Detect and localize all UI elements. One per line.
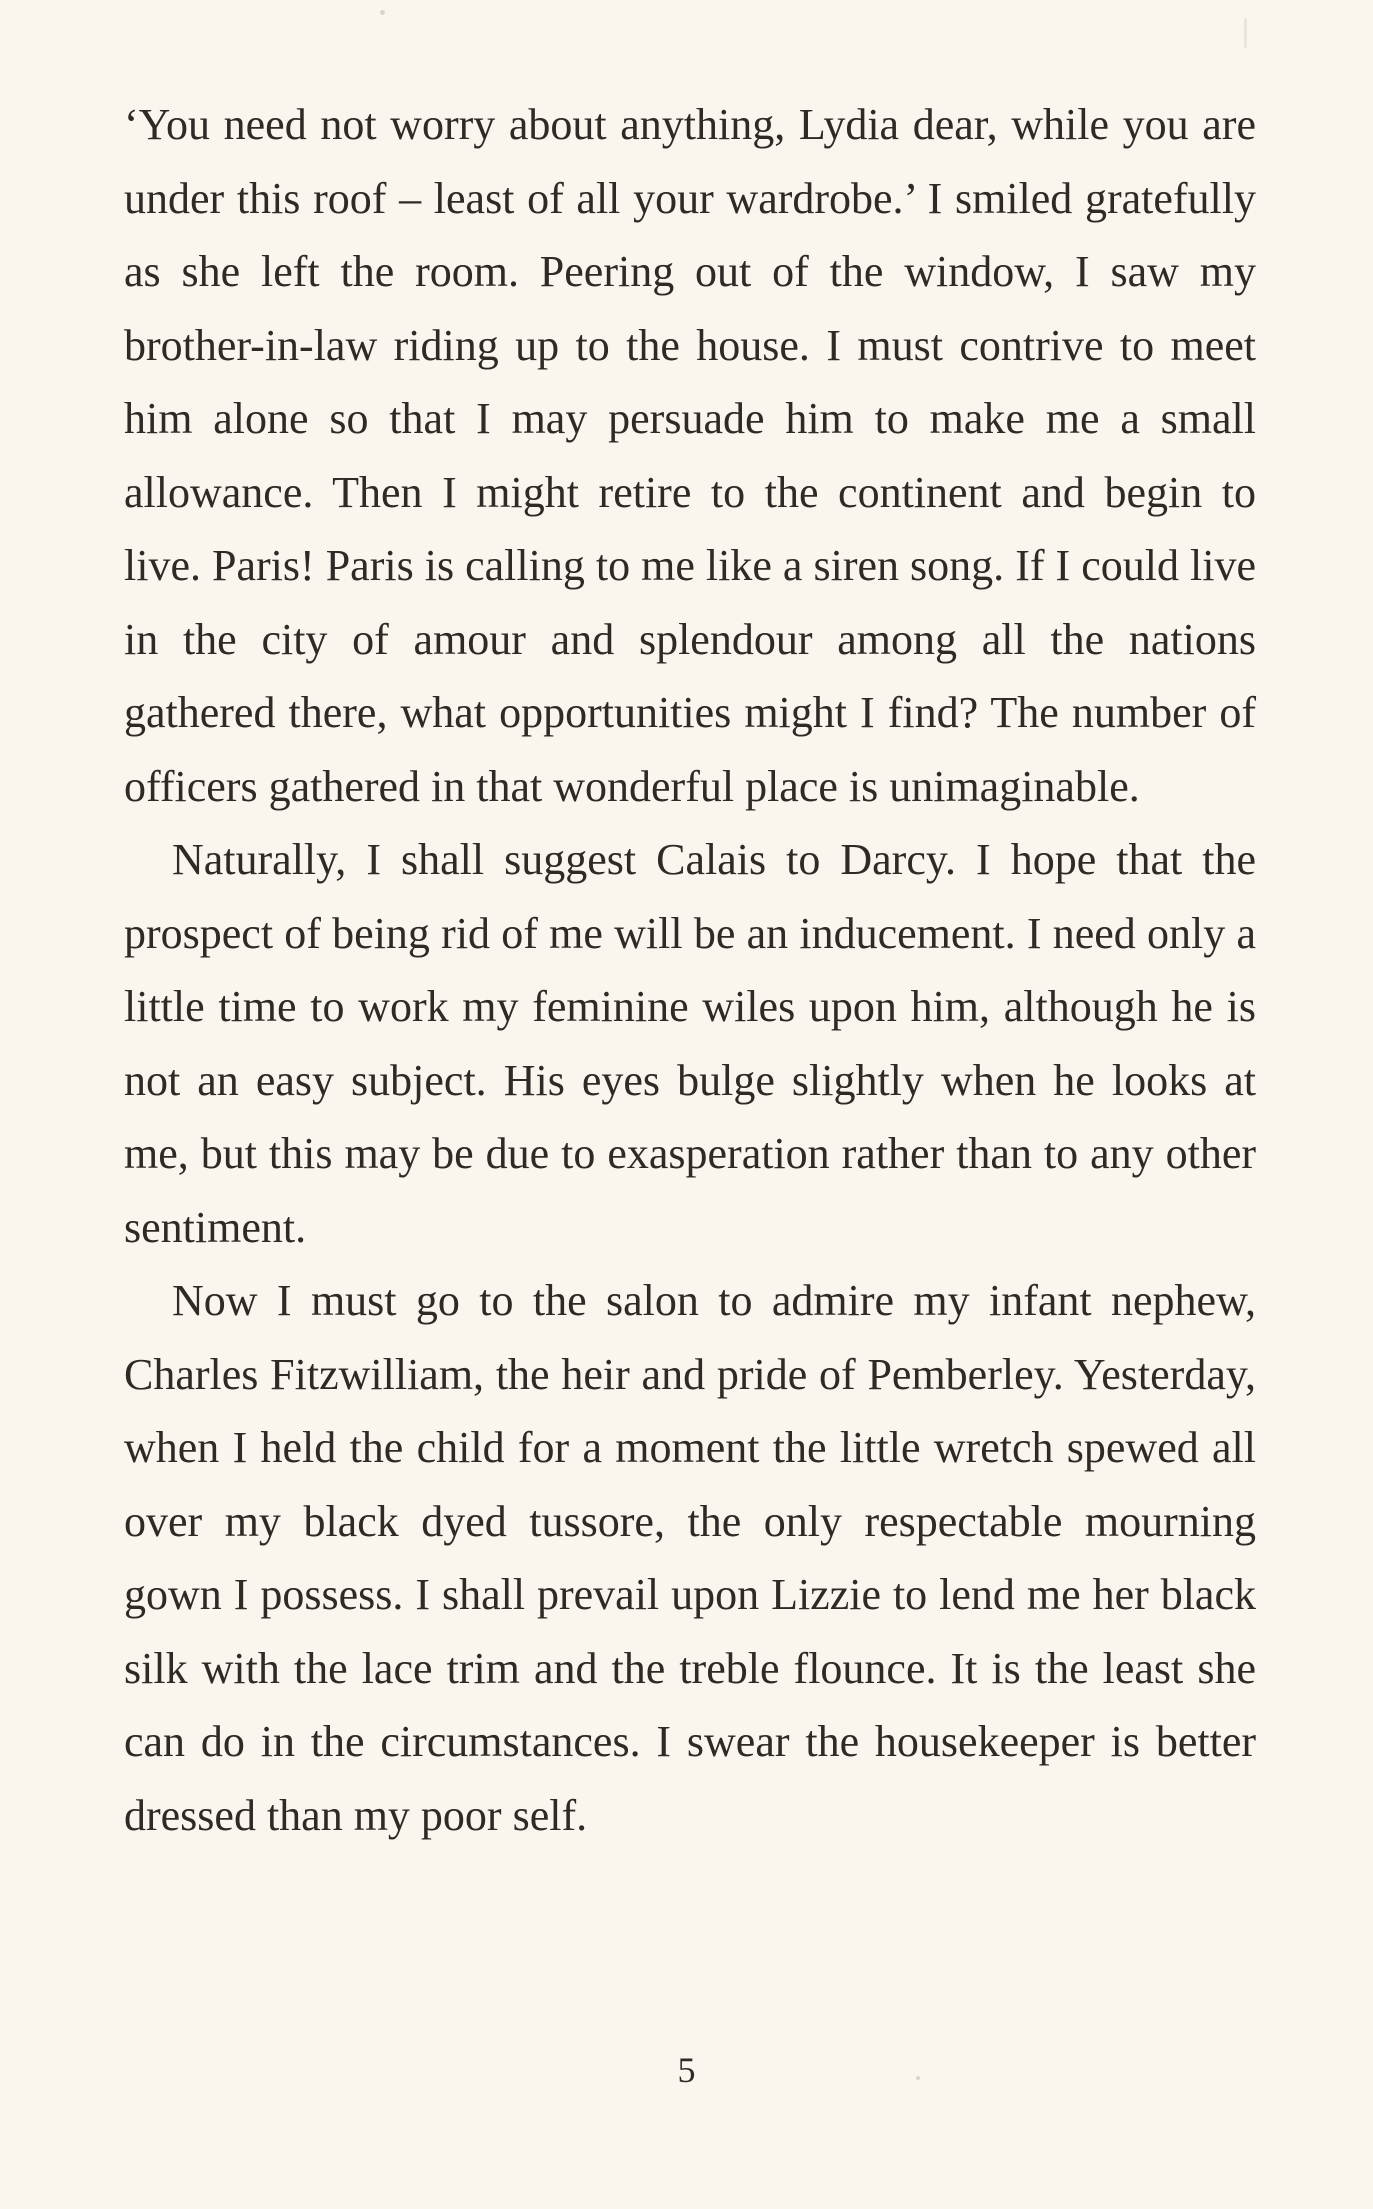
body-text — [124, 88, 1256, 1852]
paragraph-1: ‘You need not worry about anything, Lydia dear, while you are under this roof – least of all your wardrobe.’ I smiled gratefully as she left the room. Peering out of the window, I saw my brother-in-law riding up to the house. I must contrive to meet him alone so that I may persuade him to make me a small allowance. Then I might retire to the continent and begin to live. Paris! Paris is calling to me like a siren song. If I could live in the city of amour and splendour among all the nations gathered there, what opportunities might I find? The number of officers gathered in that wonderful place is unimaginable. — [124, 100, 1256, 811]
paper-speck — [916, 2076, 920, 2080]
paragraph-2: Naturally, I shall suggest Calais to Darcy. I hope that the prospect of being rid of me will be an inducement. I need only a little time to work my feminine wiles upon him, although he is not an easy subject. His eyes bulge slightly when he looks at me, but this may be due to exasperation rather than to any other sentiment. — [124, 835, 1256, 1252]
paper-speck — [380, 10, 385, 15]
paper-speck — [1244, 18, 1247, 48]
page-number: 5 — [677, 2050, 696, 2090]
paragraph-3: Now I must go to the salon to admire my infant nephew, Charles Fitzwilliam, the heir and pride of Pemberley. Yesterday, when I held the child for a moment the little wretch spewed all over my black dyed tussore, the only respectable mourning gown I possess. I shall prevail upon Lizzie to lend me her black silk with the lace trim and the treble flounce. It is the least she can do in the circumstances. I swear the housekeeper is better dressed than my poor self. — [124, 1276, 1256, 1840]
